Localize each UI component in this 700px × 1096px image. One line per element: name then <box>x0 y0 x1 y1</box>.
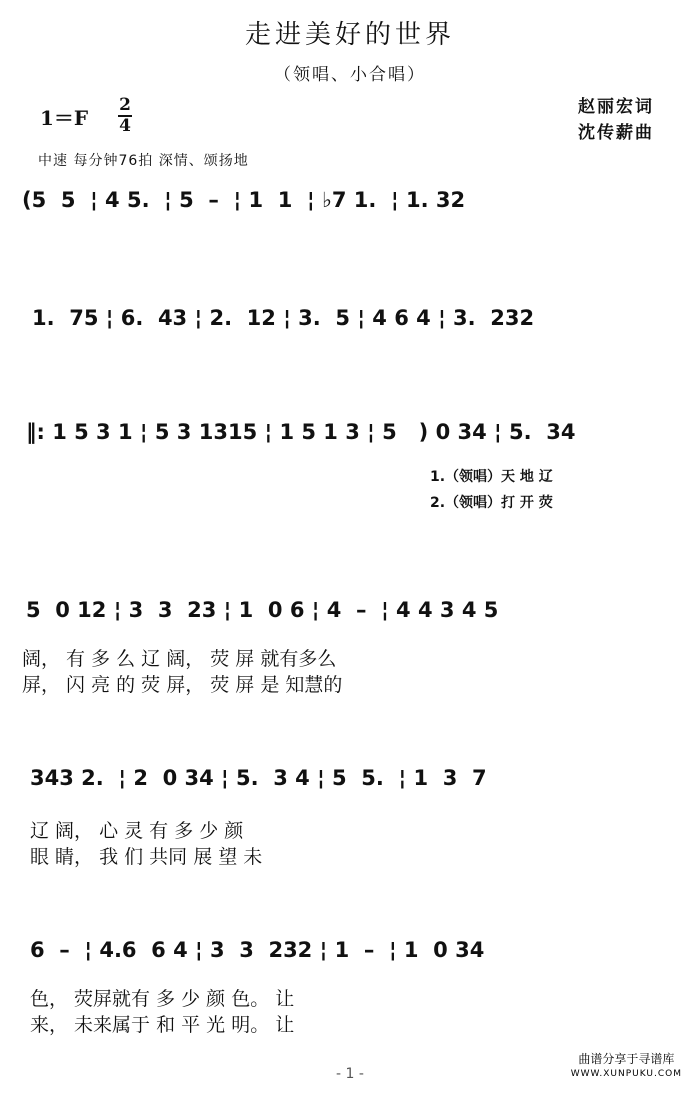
notes-row-1 <box>22 180 700 240</box>
song-subtitle: （领唱、小合唱） <box>274 65 426 85</box>
time-signature <box>118 96 132 136</box>
notes-row-4 <box>26 590 700 650</box>
notes-row-3 <box>26 412 700 472</box>
time-signature-top: 2 <box>119 95 131 115</box>
lyric-row-5-verse-1: 辽 阔， 心 灵 有 多 少 颜 <box>30 820 244 842</box>
song-title: 走进美好的世界 <box>244 20 455 50</box>
notes-row-2 <box>32 298 700 358</box>
tempo-marking: 中速 每分钟76拍 深情、颂扬地 <box>38 153 249 169</box>
lyric-row-4-verse-1: 阔， 有 多 么 辽 阔， 荧 屏 就有多么 <box>22 648 337 670</box>
watermark-text: 曲谱分享于寻谱库 <box>578 1052 675 1066</box>
notes-text: 1. 75 ¦ 6. 43 ¦ 2. 12 ¦ 3. 5 ¦ 4 6 4 ¦ 3. 232 <box>32 306 535 330</box>
notes-text: (5 5 ¦ 4 5. ¦ 5 – ¦ 1 1 ¦ ♭7 1. ¦ 1. 32 <box>22 188 466 212</box>
lyric-row-3-verse-1: 1.（领唱）天 地 辽 <box>430 469 553 485</box>
lyric-row-3-verse-2: 2.（领唱）打 开 荧 <box>430 495 553 511</box>
notes-row-6 <box>30 930 700 990</box>
watermark <box>571 1052 682 1082</box>
key-signature: 1＝F <box>40 106 89 130</box>
notes-text: 343 2. ¦ 2 0 34 ¦ 5. 3 4 ¦ 5 5. ¦ 1 3 7 <box>30 766 487 790</box>
page-number: - 1 - <box>336 1066 364 1082</box>
notes-text: 5 0 12 ¦ 3 3 23 ¦ 1 0 6 ¦ 4 – ¦ 4 4 3 4 5 <box>26 598 499 622</box>
time-signature-bottom: 4 <box>119 116 131 136</box>
lyric-row-6-verse-2: 来， 未来属于 和 平 光 明。 让 <box>30 1014 295 1036</box>
lyric-row-5-verse-2: 眼 睛， 我 们 共同 展 望 未 <box>30 846 263 868</box>
watermark-url: WWW.XUNPUKU.COM <box>570 1069 682 1079</box>
lyric-row-6-verse-1: 色， 荧屏就有 多 少 颜 色。 让 <box>30 988 295 1010</box>
lyricist-credit: 赵丽宏词 <box>578 97 654 117</box>
composer-credit: 沈传薪曲 <box>578 123 654 143</box>
notes-row-5 <box>30 758 700 818</box>
notes-text: 6 – ¦ 4.6 6 4 ¦ 3 3 232 ¦ 1 – ¦ 1 0 34 <box>30 938 485 962</box>
notes-text: ‖: 1 5 3 1 ¦ 5 3 1315 ¦ 1 5 1 3 ¦ 5 ) 0 34 ¦ 5. 34 <box>26 420 576 444</box>
lyric-row-4-verse-2: 屏， 闪 亮 的 荧 屏， 荧 屏 是 知慧的 <box>22 674 343 696</box>
